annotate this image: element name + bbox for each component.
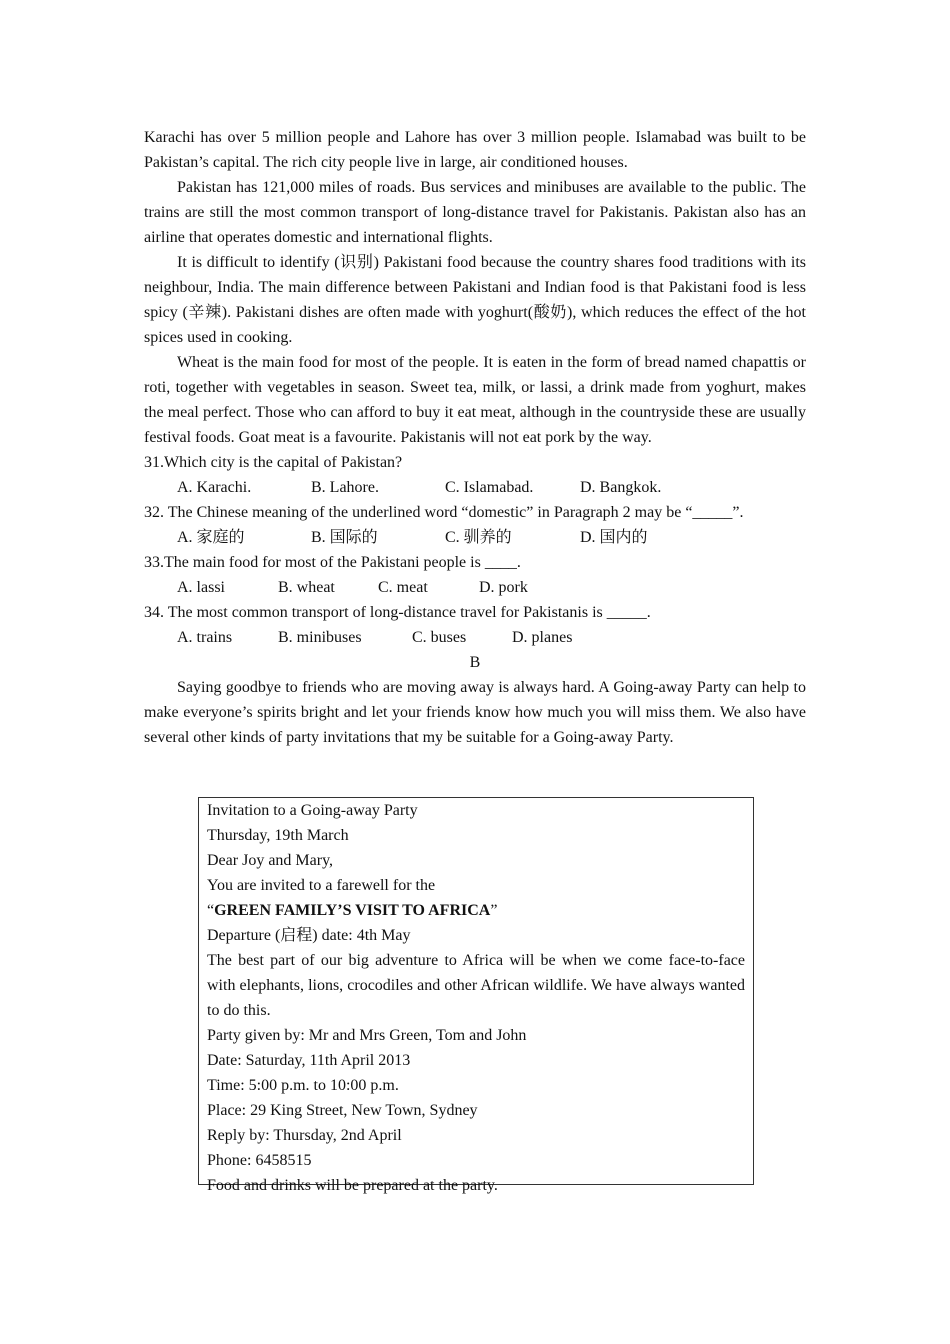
option: D. 国内的 <box>580 529 648 546</box>
option: C. Islamabad. <box>445 479 534 496</box>
option: D. planes <box>512 629 573 646</box>
invitation-event <box>207 898 745 923</box>
invitation-place: Place: 29 King Street, New Town, Sydney <box>207 1102 478 1119</box>
invitation-box <box>198 797 754 1194</box>
section-heading: B <box>469 654 481 671</box>
question-options <box>144 475 806 500</box>
invitation-departure: Departure (启程) date: 4th May <box>207 927 411 944</box>
option: C. 驯养的 <box>445 529 512 546</box>
invitation-phone: Phone: 6458515 <box>207 1152 312 1169</box>
invitation-title: Invitation to a Going-away Party <box>207 802 418 819</box>
invitation-invited: You are invited to a farewell for the <box>207 877 436 894</box>
question-stem: 33.The main food for most of the Pakistani people is ____. <box>144 554 521 571</box>
invitation-greeting: Dear Joy and Mary, <box>207 852 334 869</box>
document-page <box>144 125 806 750</box>
invitation-date-line: Thursday, 19th March <box>207 827 349 844</box>
question-options <box>144 575 806 600</box>
invitation-given-by: Party given by: Mr and Mrs Green, Tom and John <box>207 1027 527 1044</box>
option: D. Bangkok. <box>580 479 662 496</box>
option: B. wheat <box>278 579 335 596</box>
invitation-food: Food and drinks will be prepared at the party. <box>207 1177 498 1194</box>
option: A. lassi <box>177 579 225 596</box>
invitation-time: Time: 5:00 p.m. to 10:00 p.m. <box>207 1077 399 1094</box>
question-stem: 34. The most common transport of long-distance travel for Pakistanis is _____. <box>144 604 651 621</box>
question-options <box>144 625 806 650</box>
question-options <box>144 525 806 550</box>
option: B. Lahore. <box>311 479 379 496</box>
question-stem: 32. The Chinese meaning of the underlined word “domestic” in Paragraph 2 may be “_____”. <box>144 504 744 521</box>
option: A. 家庭的 <box>177 529 245 546</box>
option: C. buses <box>412 629 467 646</box>
invitation-reply: Reply by: Thursday, 2nd April <box>207 1127 402 1144</box>
paragraph: Saying goodbye to friends who are moving away is always hard. A Going-away Party can help to make everyone’s spirits bright and let your friends know how much you will miss them. We also have several other kinds of party invitations that my be suitable for a Going-away Party. <box>144 679 806 746</box>
option: D. pork <box>479 579 528 596</box>
option: B. minibuses <box>278 629 362 646</box>
paragraph: It is difficult to identify (识别) Pakistani food because the country shares food traditions with its neighbour, India. The main difference between Pakistani and Indian food is that Pakistani food is less spicy (辛辣). Pakistani dishes are often made with yoghurt(酸奶), which reduces the effect of the hot spices used in cooking. <box>144 254 806 346</box>
paragraph: Karachi has over 5 million people and Lahore has over 3 million people. Islamabad was built to be Pakistan’s capital. The rich city people live in large, air conditioned houses. <box>144 129 806 171</box>
option: A. Karachi. <box>177 479 252 496</box>
paragraph: Pakistan has 121,000 miles of roads. Bus services and minibuses are available to the public. The trains are still the most common transport of long-distance travel for Pakistanis. Pakistan also has an airline that operates domestic and international flights. <box>144 179 806 246</box>
quote: ” <box>490 902 498 919</box>
option: A. trains <box>177 629 233 646</box>
invitation-body: The best part of our big adventure to Africa will be when we come face-to-face with elephants, lions, crocodiles and other African wildlife. We have always wanted to do this. <box>207 952 745 1019</box>
option: B. 国际的 <box>311 529 378 546</box>
quote: “ <box>207 902 215 919</box>
paragraph: Wheat is the main food for most of the people. It is eaten in the form of bread named chapattis or roti, together with vegetables in season. Sweet tea, milk, or lassi, a drink made from yoghurt, makes the meal perfect. Those who can afford to buy it eat meat, although in the countryside these are usually festival foods. Goat meat is a favourite. Pakistanis will not eat pork by the way. <box>144 354 806 446</box>
option: C. meat <box>378 579 428 596</box>
event-name: GREEN FAMILY’S VISIT TO AFRICA <box>214 902 491 919</box>
question-stem: 31.Which city is the capital of Pakistan? <box>144 454 403 471</box>
invitation-date: Date: Saturday, 11th April 2013 <box>207 1052 411 1069</box>
